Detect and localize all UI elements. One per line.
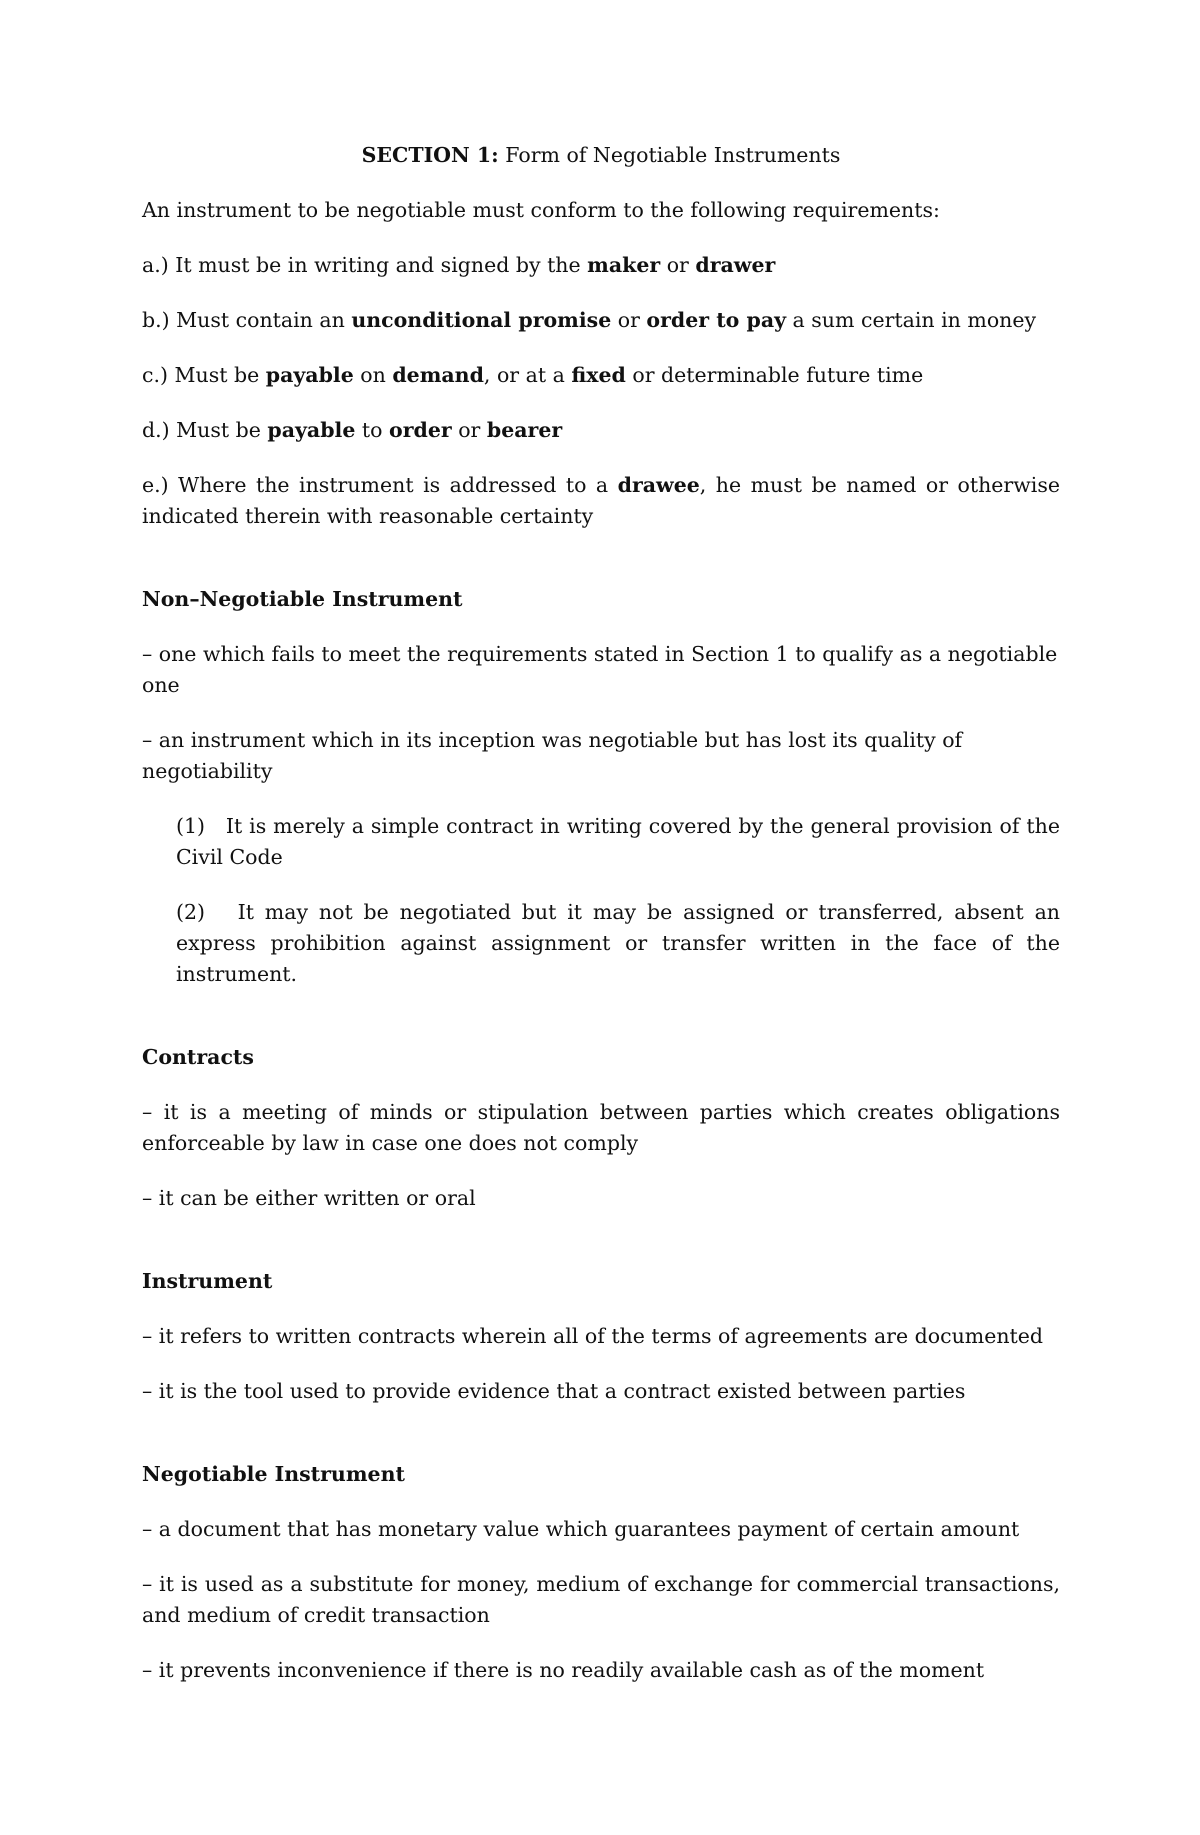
contracts-item: – it can be either written or oral [142,1186,476,1210]
requirement-c-text: c.) Must be [142,363,266,387]
instrument-item: – it is the tool used to provide evidence that a contract existed between parties [142,1379,966,1403]
heading-non-negotiable: Non–Negotiable Instrument [142,587,463,611]
requirement-d [142,415,1060,446]
section-title-bold: SECTION 1: [361,143,499,167]
requirement-e-suffix: , he must be named or otherwise indicated therein with reasonable certainty [142,473,1060,528]
requirement-b-text: b.) Must contain an [142,308,352,332]
heading-contracts: Contracts [142,1045,254,1069]
section-title [142,140,1060,171]
instrument-item: – it refers to written contracts wherein all of the terms of agreements are documented [142,1324,1044,1348]
term-drawee: drawee [617,473,700,497]
requirement-a-or: or [660,253,696,277]
term-bearer: bearer [486,418,563,442]
term-drawer: drawer [695,253,776,277]
term-order-to-pay: order to pay [646,308,787,332]
requirement-c [142,360,1060,391]
term-order: order [389,418,452,442]
term-payable: payable [267,418,356,442]
requirements-intro: An instrument to be negotiable must conform to the following requirements: [142,198,940,222]
term-fixed: fixed [571,363,626,387]
requirement-b-or: or [611,308,647,332]
requirement-e [142,470,1060,532]
negotiable-item: – it is used as a substitute for money, medium of exchange for commercial transactions, and medium of credit transaction [142,1572,1060,1627]
negotiable-item: – it prevents inconvenience if there is no readily available cash as of the moment [142,1658,985,1682]
contracts-item: – it is a meeting of minds or stipulation between parties which creates obligations enforceable by law in case one does not comply [142,1100,1060,1155]
requirement-b [142,305,1060,336]
term-unconditional-promise: unconditional promise [351,308,612,332]
requirement-a [142,250,1060,281]
non-negotiable-item: – one which fails to meet the requirements stated in Section 1 to qualify as a negotiable one [142,642,1058,697]
requirement-c-mid: , or at a [483,363,572,387]
term-payable: payable [265,363,354,387]
document-page [142,140,1067,1710]
requirement-b-suffix: a sum certain in money [786,308,1037,332]
section-title-text: Form of Negotiable Instruments [505,143,841,167]
requirement-d-to: to [355,418,390,442]
term-maker: maker [587,253,661,277]
non-negotiable-item: – an instrument which in its inception was negotiable but has lost its quality of negotiability [142,728,963,783]
requirement-d-or: or [451,418,487,442]
requirement-d-text: d.) Must be [142,418,268,442]
requirement-a-text: a.) It must be in writing and signed by the [142,253,588,277]
negotiable-item: – a document that has monetary value which guarantees payment of certain amount [142,1517,1020,1541]
non-negotiable-numbered-item: (1) It is merely a simple contract in writing covered by the general provision of the Civil Code [176,814,1067,869]
heading-instrument: Instrument [142,1269,273,1293]
term-demand: demand [392,363,484,387]
requirement-e-text: e.) Where the instrument is addressed to a [142,473,618,497]
requirement-c-suffix: or determinable future time [625,363,924,387]
non-negotiable-numbered-item: (2) It may not be negotiated but it may be assigned or transferred, absent an express prohibition against assignment or transfer written in the face of the instrument. [176,900,1067,986]
heading-negotiable: Negotiable Instrument [142,1462,405,1486]
requirement-c-on: on [353,363,393,387]
